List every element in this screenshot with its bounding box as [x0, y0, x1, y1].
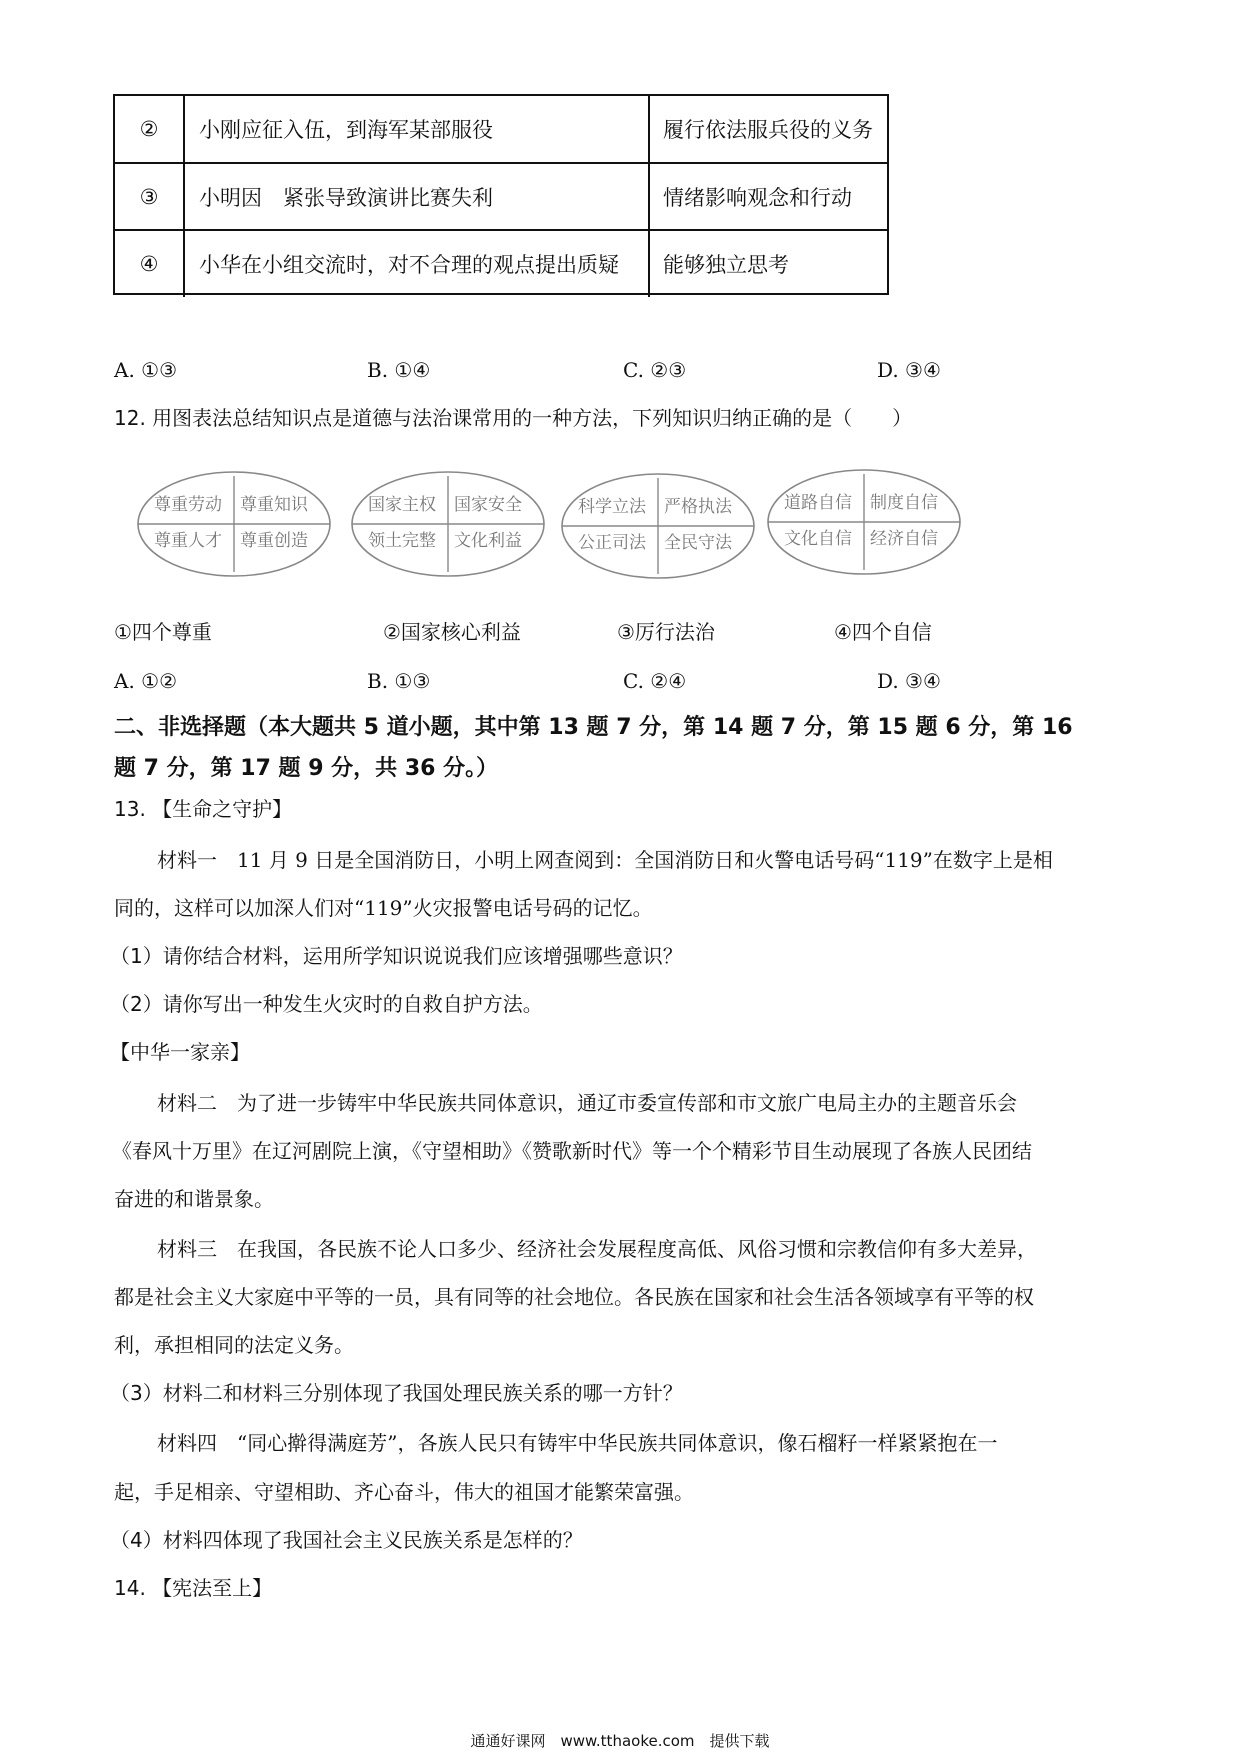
row-number: ③ [115, 164, 185, 230]
oval-cell: 尊重劳动 [154, 495, 222, 515]
section-title-line1: 二、非选择题（本大题共 5 道小题，其中第 13 题 7 分，第 14 题 7 分，第 15 题 6 分，第 16 [114, 715, 1073, 740]
section-title-line2: 题 7 分，第 17 题 9 分，共 36 分。） [114, 756, 499, 781]
oval-cell: 国家主权 [368, 495, 436, 515]
q13-header-ethnic-unity: 【中华一家亲】 [110, 1040, 250, 1064]
q13-material2-line3: 奋进的和谐景象。 [114, 1187, 274, 1211]
row-explanation: 能够独立思考 [663, 253, 789, 277]
q13-subquestion-2: （2）请你写出一种发生火灾时的自救自护方法。 [110, 992, 543, 1016]
q13-subquestion-1: （1）请你结合材料，运用所学知识说说我们应该增强哪些意识？ [110, 944, 683, 968]
oval-outline [136, 470, 332, 578]
row-explanation: 履行依法服兵役的义务 [663, 118, 873, 142]
q13-material3-line2: 都是社会主义大家庭中平等的一员，具有同等的社会地位。各民族在国家和社会生活各领域享有平等的权 [114, 1285, 1034, 1309]
q12-option-d: D. ③④ [877, 669, 941, 693]
oval-diagram-national-interests [350, 470, 546, 578]
row-number: ② [115, 96, 185, 162]
q12-caption-4: ④四个自信 [834, 620, 932, 644]
oval-outline [350, 470, 546, 578]
oval-cell: 公正司法 [578, 533, 646, 553]
q12-option-c: C. ②④ [623, 669, 687, 693]
oval-outline [766, 468, 962, 576]
q13-material2-line1: 材料二 为了进一步铸牢中华民族共同体意识，通辽市委宣传部和市文旅广电局主办的主题音乐会 [157, 1091, 1017, 1115]
oval-cell: 文化利益 [454, 531, 522, 551]
oval-diagram-rule-of-law [560, 472, 756, 580]
q11-option-c: C. ②③ [623, 358, 687, 382]
q13-material3-line3: 利，承担相同的法定义务。 [114, 1333, 354, 1357]
oval-cell: 全民守法 [664, 533, 732, 553]
oval-cell: 尊重知识 [240, 495, 308, 515]
oval-cell: 国家安全 [454, 495, 522, 515]
page-footer: 通通好课网 www.tthaoke.com 提供下载 [470, 1732, 770, 1750]
oval-diagram-confidence [766, 468, 962, 576]
oval-cell: 道路自信 [784, 493, 852, 513]
q13-subquestion-3: （3）材料二和材料三分别体现了我国处理民族关系的哪一方针？ [110, 1381, 683, 1405]
table-row [115, 229, 887, 297]
oval-cell: 科学立法 [578, 497, 646, 517]
oval-cell: 领土完整 [368, 531, 436, 551]
q11-option-b: B. ①④ [367, 358, 431, 382]
q12-caption-3: ③厉行法治 [617, 620, 715, 644]
q13-header: 13. 【生命之守护】 [114, 797, 293, 821]
oval-diagram-respect [136, 470, 332, 578]
q13-material2-line2: 《春风十万里》在辽河剧院上演，《守望相助》《赞歌新时代》等一个个精彩节目生动展现了各族人民团结 [112, 1139, 1032, 1163]
q14-header: 14. 【宪法至上】 [114, 1576, 273, 1600]
row-situation: 小刚应征入伍，到海军某部服役 [185, 96, 650, 162]
oval-cell: 经济自信 [870, 529, 938, 549]
q12-caption-1: ①四个尊重 [114, 620, 212, 644]
oval-cell: 尊重人才 [154, 531, 222, 551]
q13-material3-line1: 材料三 在我国，各民族不论人口多少、经济社会发展程度高低、风俗习惯和宗教信仰有多大差异， [157, 1237, 1037, 1261]
q13-material4-line1: 材料四 “同心擀得满庭芳”，各族人民只有铸牢中华民族共同体意识，像石榴籽一样紧紧抱在一 [157, 1431, 998, 1455]
q12-caption-2: ②国家核心利益 [383, 620, 521, 644]
row-situation: 小华在小组交流时，对不合理的观点提出质疑 [185, 231, 650, 297]
q12-stem: 12. 用图表法总结知识点是道德与法治课常用的一种方法，下列知识归纳正确的是（ ） [114, 406, 913, 430]
q12-option-a: A. ①② [114, 669, 178, 693]
q11-option-a: A. ①③ [114, 358, 178, 382]
table-row [115, 96, 887, 162]
oval-cell: 文化自信 [784, 529, 852, 549]
row-situation: 小明因 紧张导致演讲比赛失利 [185, 164, 650, 230]
q13-subquestion-4: （4）材料四体现了我国社会主义民族关系是怎样的？ [110, 1528, 583, 1552]
oval-cell: 严格执法 [664, 497, 732, 517]
table-row [115, 162, 887, 230]
q11-table [113, 94, 889, 295]
q13-material4-line2: 起，手足相亲、守望相助、齐心奋斗，伟大的祖国才能繁荣富强。 [114, 1480, 694, 1504]
q12-option-b: B. ①③ [367, 669, 431, 693]
oval-cell: 制度自信 [870, 493, 938, 513]
q13-material1-line1: 材料一 11 月 9 日是全国消防日，小明上网查阅到：全国消防日和火警电话号码“119”在数字上是相 [157, 848, 1053, 872]
row-number: ④ [115, 231, 185, 297]
oval-cell: 尊重创造 [240, 531, 308, 551]
q11-option-d: D. ③④ [877, 358, 941, 382]
row-explanation: 情绪影响观念和行动 [663, 186, 852, 210]
q13-material1-line2: 同的，这样可以加深人们对“119”火灾报警电话号码的记忆。 [114, 896, 653, 920]
oval-outline [560, 472, 756, 580]
